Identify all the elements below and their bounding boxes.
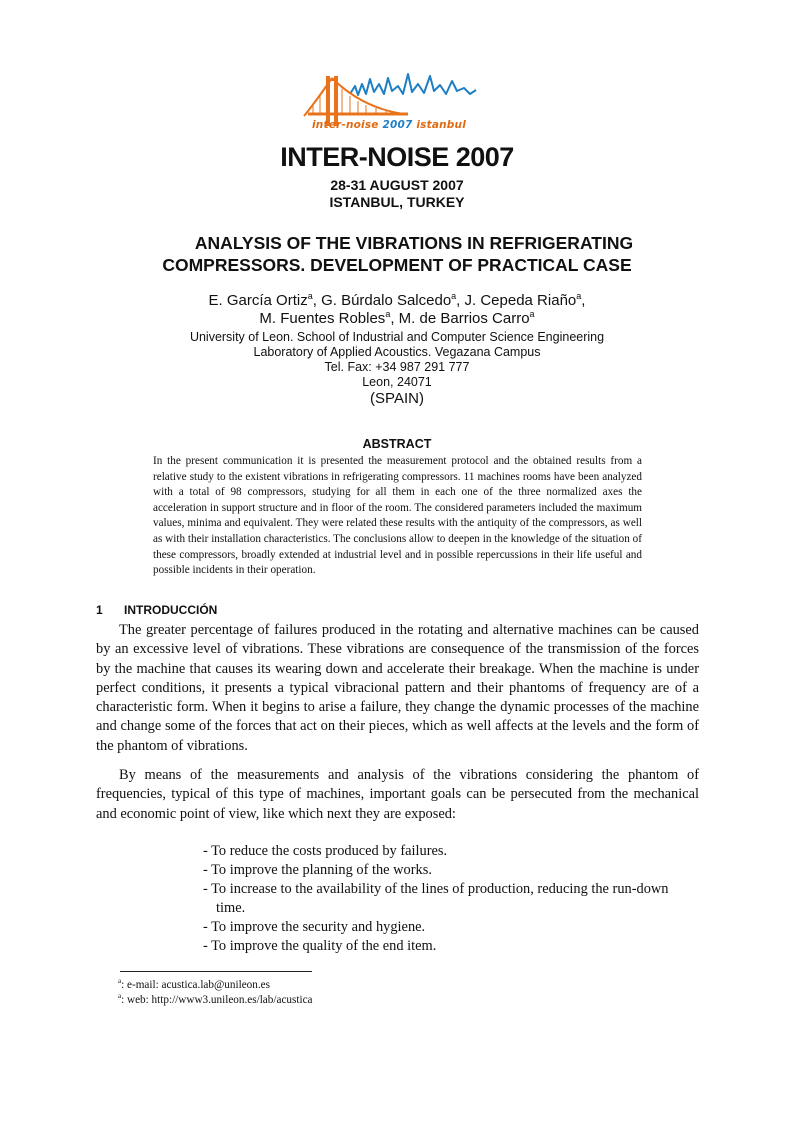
author-name: G. Búrdalo Salcedo (321, 292, 452, 309)
abstract-heading: ABSTRACT (362, 437, 432, 451)
affiliation-line: University of Leon. School of Industrial and Computer Science Engineering (189, 330, 605, 344)
affiliation-mark: a (451, 291, 457, 301)
list-item: - To improve the quality of the end item. (203, 938, 437, 954)
author-list: E. García Ortiz$^a$, G. Búrdalo Salcedo$^a$, J. Cepeda Riaño$^a$, (208, 291, 586, 309)
abstract-text: In the present communication it is presented the measurement protocol and the obtained results from a relative study to the existent vibrations in refrigerating compressors. 11 machines rooms have been analyzed with a total of 98 compressors, studying for all them in each one of the three normalized axes the acceleration in support structure and in floor of the room. The considered parameters included the maximum values, minima and equivalent. They were related these results with the antiquity of the compressors, as well as with their installation characteristics. The conclusions allow to deepen in the knowledge of the situation of these compressors, broadly extended at industrial level and in possible repercussions in their life useful and possible incidents in their operation. (153, 455, 642, 577)
affiliation-mark: a (385, 309, 391, 319)
paper-title-line: COMPRESSORS. DEVELOPMENT OF PRACTICAL CASE (162, 255, 632, 275)
body-paragraph: By means of the measurements and analysis of the vibrations considering the phantom of frequencies, typical of this type of machines, important goals can be persecuted from the mechanical and economic point of view, like which next they are exposed: (96, 767, 699, 822)
affiliation-phone: Tel. Fax: +34 987 291 777 (324, 360, 470, 374)
affiliation-mark: a (307, 291, 313, 301)
footnote-web: $^a$: web: http://www3.unileon.es/lab/acustica (118, 992, 313, 1006)
body-paragraph: The greater percentage of failures produced in the rotating and alternative machines can be caused by an excessive level of vibrations. These vibrations are consequence of the transmission of the forces by the machine that causes its wearing down and accelerate their breakage. When the machine is under perfect conditions, it presents a typical vibracional pattern and their phantoms of frequency are of a characteristic form. When it begins to arise a failure, they change the dynamic processes of the machine and change some of the forces that act on their pieces, which as well affects at the levels and the form of the phantom of vibrations. (96, 622, 699, 754)
conference-location: ISTANBUL, TURKEY (329, 194, 465, 210)
affiliation-city: Leon, 24071 (362, 375, 432, 389)
list-item: - To improve the planning of the works. (203, 862, 432, 878)
list-item: - To increase to the availability of the lines of production, reducing the run-down time. (203, 881, 669, 916)
conference-title: INTER-NOISE 2007 (280, 142, 514, 172)
goals-list (203, 842, 701, 956)
author-name: M. de Barrios Carro (398, 310, 530, 327)
conference-logo-wordmark: inter-noise 2007 istanbul (312, 119, 466, 131)
footnote-email: $^a$: e-mail: acustica.lab@unileon.es (118, 977, 270, 991)
affiliation-mark: a (576, 291, 582, 301)
affiliation-line: Laboratory of Applied Acoustics. Vegazana Campus (253, 345, 541, 359)
list-item: - To reduce the costs produced by failures. (203, 843, 448, 859)
section-heading (96, 603, 217, 617)
section-title: INTRODUCCIÓN (124, 603, 218, 617)
section-number: 1 (96, 603, 103, 617)
author-name: J. Cepeda Riaño (464, 292, 577, 309)
affiliation-mark: a (529, 309, 535, 319)
author-list: M. Fuentes Robles$^a$, M. de Barrios Carro$^a$ (259, 309, 535, 327)
list-item: - To improve the security and hygiene. (203, 919, 426, 935)
paper-title-line: ANALYSIS OF THE VIBRATIONS IN REFRIGERATING (194, 233, 634, 253)
paper-title (100, 232, 694, 276)
footnote-divider (120, 971, 312, 972)
author-name: E. García Ortiz (208, 292, 308, 309)
affiliation-country: (SPAIN) (370, 390, 424, 407)
author-name: M. Fuentes Robles (259, 310, 386, 327)
conference-dates: 28-31 AUGUST 2007 (330, 177, 464, 193)
